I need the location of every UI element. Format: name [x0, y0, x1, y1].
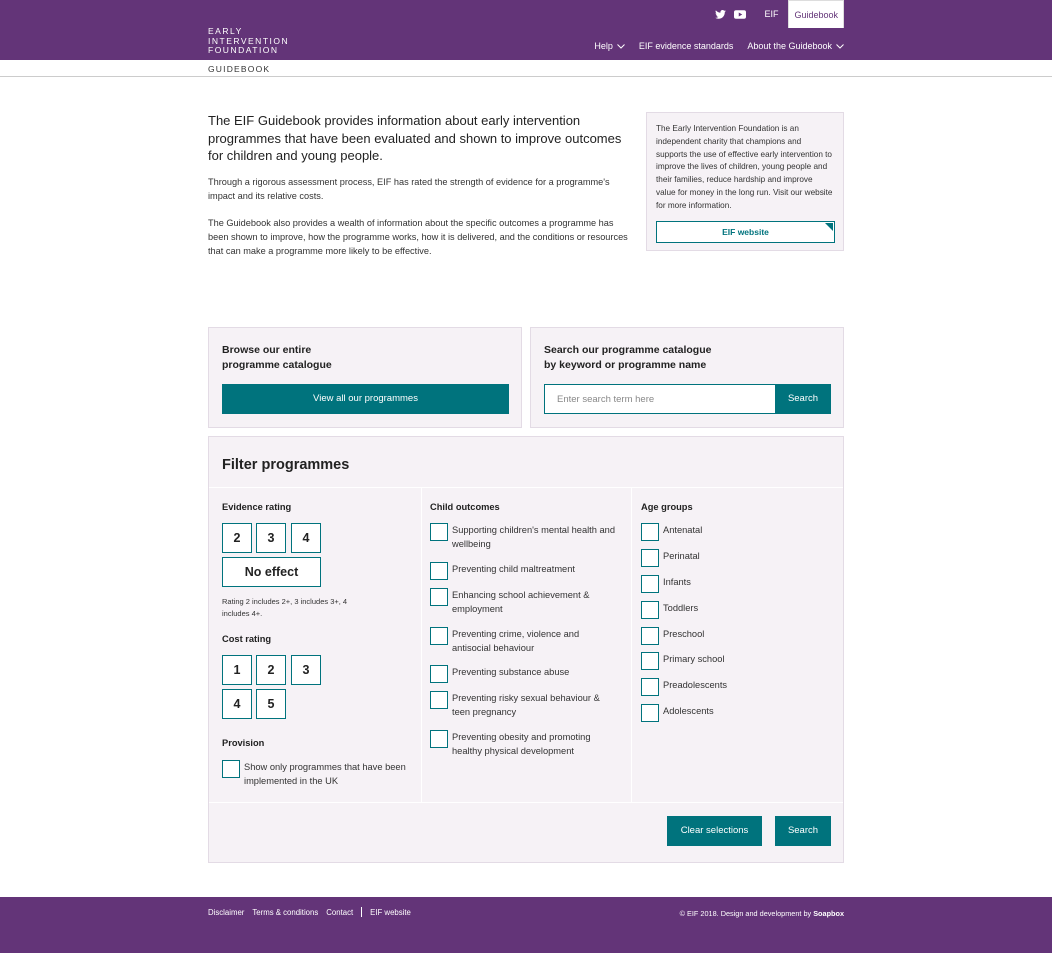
view-all-programmes-button[interactable]: View all our programmes [222, 384, 509, 414]
divider [209, 802, 843, 803]
evidence-rating-no-effect[interactable]: No effect [222, 557, 321, 587]
filter-title: Filter programmes [222, 457, 350, 473]
main-nav [594, 41, 844, 51]
eif-link[interactable]: EIF [764, 9, 779, 19]
intro-paragraph: The Guidebook also provides a wealth of information about the specific outcomes a programme has been shown to improve, how the programme works, how it is delivered, and the conditions or resources that can make a programme more likely to be effective. [208, 217, 628, 256]
search-card [530, 327, 844, 428]
child-outcomes-label: Child outcomes [430, 502, 500, 512]
eif-website-button[interactable]: EIF website [656, 221, 835, 243]
browse-heading: Browse our entire programme catalogue [222, 344, 332, 371]
age-checkbox[interactable]: Adolescents [641, 704, 714, 722]
clear-selections-button[interactable]: Clear selections [667, 816, 762, 846]
external-link-icon [825, 223, 833, 231]
age-checkbox[interactable]: Infants [641, 575, 691, 593]
eif-info-text: The Early Intervention Foundation is an independent charity that champions and supports the use of effective early intervention to improve the lives of children, young people and their families, reduce hardship and improve value for money in the long run. Visit our website for more information. [656, 124, 833, 210]
age-checkbox[interactable]: Toddlers [641, 601, 698, 619]
outcome-checkbox[interactable]: Enhancing school achievement & employment [430, 588, 620, 616]
age-groups-column [631, 488, 843, 802]
age-checkbox[interactable]: Perinatal [641, 549, 700, 567]
nav-help[interactable]: Help [594, 41, 625, 51]
eif-logo[interactable]: EARLY INTERVENTION FOUNDATION [208, 26, 290, 55]
age-checkbox[interactable]: Primary school [641, 652, 724, 670]
social-links [715, 10, 746, 19]
outcome-checkbox[interactable]: Preventing crime, violence and antisocial behaviour [430, 627, 620, 655]
guidebook-label: GUIDEBOOK [208, 64, 271, 74]
footer-terms-link[interactable]: Terms & conditions [252, 907, 319, 917]
checkbox[interactable] [222, 760, 240, 778]
evidence-rating-4[interactable]: 4 [291, 523, 321, 553]
footer-disclaimer-link[interactable]: Disclaimer [208, 907, 245, 917]
age-groups-label: Age groups [641, 502, 693, 512]
cost-rating-2[interactable]: 2 [256, 655, 286, 685]
search-input[interactable] [544, 384, 776, 414]
age-checkbox[interactable]: Preschool [641, 627, 704, 645]
youtube-icon[interactable] [734, 10, 746, 19]
cost-rating-label: Cost rating [222, 634, 272, 644]
browse-card [208, 327, 522, 428]
cost-rating-5[interactable]: 5 [256, 689, 286, 719]
twitter-icon[interactable] [715, 10, 726, 19]
intro-lead: The EIF Guidebook provides information about early intervention programmes that have been evaluated and shown to improve outcomes for children and young people. [208, 113, 622, 163]
evidence-rating-note: Rating 2 includes 2+, 3 includes 3+, 4 includes 4+. [222, 597, 348, 618]
cost-rating-3[interactable]: 3 [291, 655, 321, 685]
nav-evidence-standards[interactable]: EIF evidence standards [638, 41, 734, 51]
footer-links [208, 907, 419, 917]
site-footer [0, 897, 1052, 953]
eif-info-box [646, 112, 844, 251]
chevron-down-icon [836, 44, 844, 49]
evidence-rating-label: Evidence rating [222, 502, 292, 512]
search-heading: Search our programme catalogue by keyword or programme name [544, 344, 712, 371]
cost-rating-4[interactable]: 4 [222, 689, 252, 719]
search-button[interactable]: Search [775, 384, 831, 414]
outcome-checkbox[interactable]: Preventing child maltreatment [430, 562, 620, 580]
filter-panel [208, 436, 844, 863]
evidence-rating-2[interactable]: 2 [222, 523, 252, 553]
child-outcomes-column [421, 488, 631, 802]
chevron-down-icon [617, 44, 625, 49]
evidence-rating-3[interactable]: 3 [256, 523, 286, 553]
age-checkbox[interactable]: Preadolescents [641, 678, 727, 696]
top-links [715, 0, 844, 28]
rating-column [209, 488, 421, 802]
outcome-checkbox[interactable]: Supporting children's mental health and wellbeing [430, 523, 620, 551]
divider [361, 907, 362, 917]
footer-eif-website-link[interactable]: EIF website [370, 907, 411, 917]
site-header [0, 0, 1052, 60]
filter-search-button[interactable]: Search [775, 816, 831, 846]
intro [208, 112, 628, 271]
cost-rating-1[interactable]: 1 [222, 655, 252, 685]
copyright: © EIF 2018. Design and development by Soapbox [679, 909, 844, 918]
age-checkbox[interactable]: Antenatal [641, 523, 702, 541]
soapbox-link[interactable]: Soapbox [813, 909, 844, 918]
provision-label: Provision [222, 738, 265, 748]
intro-paragraph: Through a rigorous assessment process, EIF has rated the strength of evidence for a programme's impact and its relative costs. [208, 176, 610, 201]
nav-about[interactable]: About the Guidebook [747, 41, 844, 51]
outcome-checkbox[interactable]: Preventing obesity and promoting healthy physical development [430, 730, 620, 758]
footer-contact-link[interactable]: Contact [326, 907, 354, 917]
guidebook-subbar [0, 60, 1052, 77]
guidebook-tab[interactable]: Guidebook [788, 0, 844, 28]
outcome-checkbox[interactable]: Preventing risky sexual behaviour & teen pregnancy [430, 691, 620, 719]
outcome-checkbox[interactable]: Preventing substance abuse [430, 665, 620, 683]
provision-uk-checkbox[interactable]: Show only programmes that have been implemented in the UK [222, 760, 407, 788]
